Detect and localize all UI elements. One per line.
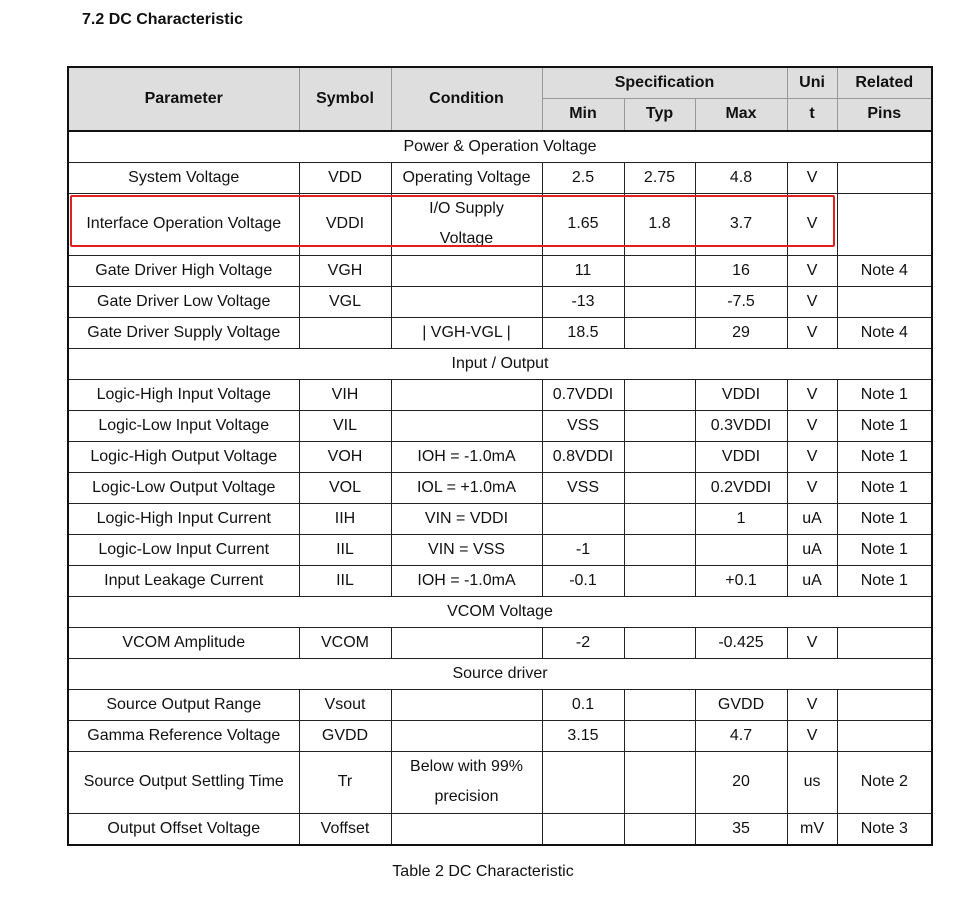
cell-condition: VIN = VSS (391, 534, 542, 565)
table-row (68, 813, 932, 845)
cell-pins: Note 4 (837, 317, 932, 348)
cell-max: 20 (695, 751, 787, 813)
table-row (68, 193, 932, 255)
table-row (68, 255, 932, 286)
cell-symbol: VDD (299, 162, 391, 193)
header-specification: Specification (542, 67, 787, 99)
cell-param: Source Output Range (68, 689, 299, 720)
cell-pins: Note 1 (837, 565, 932, 596)
cell-pins (837, 286, 932, 317)
cell-typ (624, 410, 695, 441)
cell-typ (624, 565, 695, 596)
cell-param: VCOM Amplitude (68, 627, 299, 658)
cell-param: Logic-Low Input Voltage (68, 410, 299, 441)
cell-param: Source Output Settling Time (68, 751, 299, 813)
section-io: Input / Output (68, 348, 932, 379)
cell-max (695, 534, 787, 565)
cell-symbol: VIH (299, 379, 391, 410)
section-vcom: VCOM Voltage (68, 596, 932, 627)
cell-pins: Note 4 (837, 255, 932, 286)
table-row (68, 503, 932, 534)
cell-condition (391, 689, 542, 720)
cell-min: -2 (542, 627, 624, 658)
cell-param: Input Leakage Current (68, 565, 299, 596)
cell-max: GVDD (695, 689, 787, 720)
cell-max: 3.7 (695, 193, 787, 255)
cell-pins: Note 2 (837, 751, 932, 813)
cell-symbol: VDDI (299, 193, 391, 255)
cell-unit: uA (787, 503, 837, 534)
cell-condition: Operating Voltage (391, 162, 542, 193)
cell-symbol: VIL (299, 410, 391, 441)
section-title: 7.2 DC Characteristic (82, 11, 243, 28)
cell-pins: Note 1 (837, 534, 932, 565)
cell-pins (837, 193, 932, 255)
cell-pins (837, 162, 932, 193)
section-source: Source driver (68, 658, 932, 689)
cell-param: Logic-High Input Voltage (68, 379, 299, 410)
cell-typ (624, 689, 695, 720)
cell-symbol: VGL (299, 286, 391, 317)
table-row (68, 627, 932, 658)
cell-unit: V (787, 627, 837, 658)
cell-max: 0.3VDDI (695, 410, 787, 441)
cell-pins: Note 1 (837, 410, 932, 441)
cell-typ (624, 379, 695, 410)
cell-condition: IOL = +1.0mA (391, 472, 542, 503)
cell-max: VDDI (695, 441, 787, 472)
cell-symbol: IIL (299, 534, 391, 565)
cell-param: Logic-Low Input Current (68, 534, 299, 565)
cell-pins (837, 689, 932, 720)
cell-min (542, 751, 624, 813)
cell-condition (391, 410, 542, 441)
cell-pins: Note 1 (837, 503, 932, 534)
cell-typ: 1.8 (624, 193, 695, 255)
cell-pins: Note 1 (837, 441, 932, 472)
cell-min: VSS (542, 472, 624, 503)
cell-max: 4.7 (695, 720, 787, 751)
cell-param: Gate Driver Low Voltage (68, 286, 299, 317)
cell-unit: V (787, 286, 837, 317)
cell-typ (624, 441, 695, 472)
cell-unit: V (787, 255, 837, 286)
cell-min: -0.1 (542, 565, 624, 596)
cell-symbol: VOH (299, 441, 391, 472)
cell-condition-line1: I/O Supply (429, 200, 504, 217)
cell-symbol: IIL (299, 565, 391, 596)
table-row (68, 751, 932, 813)
cell-min: 11 (542, 255, 624, 286)
cell-symbol: VOL (299, 472, 391, 503)
cell-unit: uA (787, 565, 837, 596)
cell-condition: IOH = -1.0mA (391, 565, 542, 596)
cell-unit: us (787, 751, 837, 813)
cell-symbol: Vsout (299, 689, 391, 720)
cell-condition (391, 813, 542, 845)
table-row (68, 441, 932, 472)
cell-max: 35 (695, 813, 787, 845)
cell-symbol: GVDD (299, 720, 391, 751)
header-typ: Typ (624, 99, 695, 131)
cell-max: 16 (695, 255, 787, 286)
cell-typ (624, 751, 695, 813)
cell-min: 0.1 (542, 689, 624, 720)
cell-condition (391, 193, 542, 255)
cell-condition-line2: precision (434, 788, 499, 805)
cell-param: Gamma Reference Voltage (68, 720, 299, 751)
cell-condition (391, 751, 542, 813)
cell-pins (837, 627, 932, 658)
cell-pins (837, 720, 932, 751)
cell-param: Interface Operation Voltage (68, 193, 299, 255)
header-max: Max (695, 99, 787, 131)
table-row (68, 162, 932, 193)
cell-unit: V (787, 410, 837, 441)
cell-min: 18.5 (542, 317, 624, 348)
cell-max: 0.2VDDI (695, 472, 787, 503)
cell-condition (391, 255, 542, 286)
cell-condition-line1: Below with 99% (410, 758, 523, 775)
cell-param: Logic-Low Output Voltage (68, 472, 299, 503)
header-condition: Condition (391, 67, 542, 131)
table-row (68, 720, 932, 751)
cell-symbol: Voffset (299, 813, 391, 845)
cell-typ (624, 503, 695, 534)
table-row (68, 379, 932, 410)
cell-unit: V (787, 689, 837, 720)
cell-symbol: IIH (299, 503, 391, 534)
cell-condition (391, 379, 542, 410)
table-row (68, 410, 932, 441)
cell-max: 4.8 (695, 162, 787, 193)
cell-pins: Note 1 (837, 379, 932, 410)
cell-typ (624, 286, 695, 317)
header-parameter: Parameter (68, 67, 299, 131)
table-row (68, 689, 932, 720)
header-related-top: Related (837, 67, 932, 99)
cell-symbol: Tr (299, 751, 391, 813)
cell-min: 0.7VDDI (542, 379, 624, 410)
cell-unit: V (787, 379, 837, 410)
cell-condition: | VGH-VGL | (391, 317, 542, 348)
cell-condition: VIN = VDDI (391, 503, 542, 534)
cell-unit: V (787, 162, 837, 193)
cell-typ (624, 720, 695, 751)
section-power: Power & Operation Voltage (68, 131, 932, 163)
cell-typ (624, 255, 695, 286)
cell-condition: IOH = -1.0mA (391, 441, 542, 472)
table-row (68, 534, 932, 565)
cell-symbol: VCOM (299, 627, 391, 658)
cell-unit: uA (787, 534, 837, 565)
cell-min (542, 503, 624, 534)
cell-unit: mV (787, 813, 837, 845)
table-row (68, 565, 932, 596)
cell-pins: Note 3 (837, 813, 932, 845)
cell-condition (391, 720, 542, 751)
dc-characteristic-table (67, 66, 933, 846)
cell-typ (624, 317, 695, 348)
cell-min: 0.8VDDI (542, 441, 624, 472)
table-row (68, 472, 932, 503)
cell-min: 3.15 (542, 720, 624, 751)
table-row (68, 286, 932, 317)
cell-max: -7.5 (695, 286, 787, 317)
cell-unit: V (787, 193, 837, 255)
header-symbol: Symbol (299, 67, 391, 131)
cell-unit: V (787, 317, 837, 348)
cell-param: Logic-High Output Voltage (68, 441, 299, 472)
cell-typ: 2.75 (624, 162, 695, 193)
cell-param: Output Offset Voltage (68, 813, 299, 845)
cell-param: Gate Driver High Voltage (68, 255, 299, 286)
header-min: Min (542, 99, 624, 131)
cell-param: Gate Driver Supply Voltage (68, 317, 299, 348)
header-unit-bottom: t (787, 99, 837, 131)
cell-symbol: VGH (299, 255, 391, 286)
header-unit-top: Uni (787, 67, 837, 99)
cell-max: VDDI (695, 379, 787, 410)
cell-condition (391, 286, 542, 317)
cell-unit: V (787, 720, 837, 751)
cell-pins: Note 1 (837, 472, 932, 503)
cell-typ (624, 813, 695, 845)
table-row (68, 317, 932, 348)
cell-min: 1.65 (542, 193, 624, 255)
cell-param: Logic-High Input Current (68, 503, 299, 534)
cell-unit: V (787, 441, 837, 472)
cell-max: 29 (695, 317, 787, 348)
header-related-bottom: Pins (837, 99, 932, 131)
cell-min (542, 813, 624, 845)
table-caption: Table 2 DC Characteristic (392, 863, 574, 880)
cell-max: +0.1 (695, 565, 787, 596)
cell-min: 2.5 (542, 162, 624, 193)
cell-condition-line2: Voltage (439, 230, 494, 247)
cell-typ (624, 627, 695, 658)
cell-max: 1 (695, 503, 787, 534)
cell-min: -1 (542, 534, 624, 565)
cell-param: System Voltage (68, 162, 299, 193)
cell-condition (391, 627, 542, 658)
cell-typ (624, 534, 695, 565)
cell-max: -0.425 (695, 627, 787, 658)
cell-unit: V (787, 472, 837, 503)
cell-min: -13 (542, 286, 624, 317)
cell-typ (624, 472, 695, 503)
cell-symbol (299, 317, 391, 348)
cell-min: VSS (542, 410, 624, 441)
